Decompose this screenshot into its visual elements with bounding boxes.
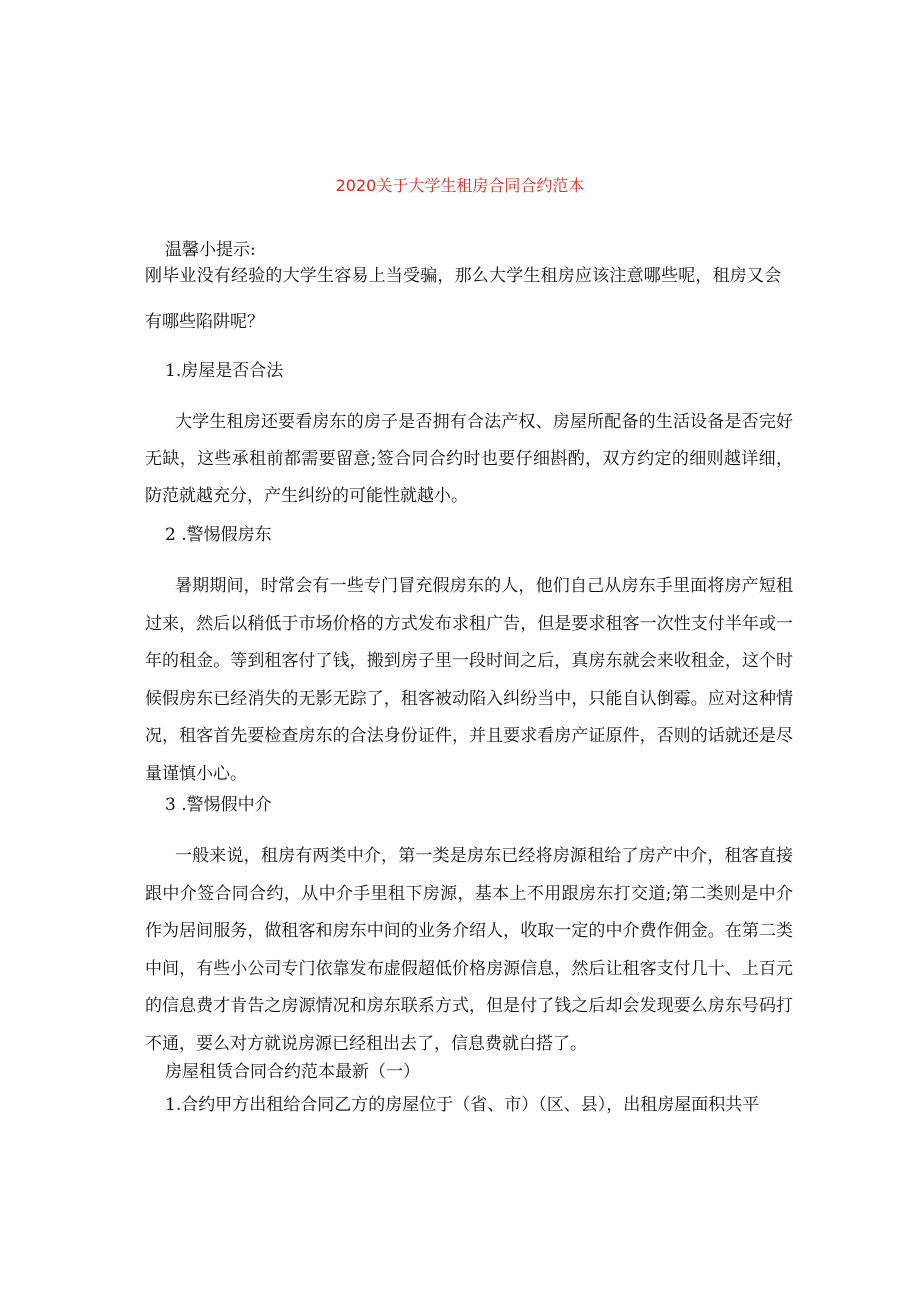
section-1-text: 大学生租房还要看房东的房子是否拥有合法产权、房屋所配备的生活设备是否完好无缺，这些承租前都需要留意;签合同合约时也要仔细斟酌，双方约定的细则越详细，防范就越充分，产生纠纷的可能性就越小。 bbox=[145, 412, 793, 506]
tip-line-1: 刚毕业没有经验的大学生容易上当受骗，那么大学生租房应该注意哪些呢，租房又会 bbox=[145, 266, 782, 286]
section-2-body bbox=[145, 568, 793, 793]
section-3-body bbox=[145, 838, 793, 1063]
contract-clause-1: 1.合约甲方出租给合同乙方的房屋位于（省、市）（区、县），出租房屋面积共平 bbox=[165, 1095, 760, 1115]
contract-heading: 房屋租赁合同合约范本最新（一） bbox=[165, 1062, 420, 1082]
document-title: 2020关于大学生租房合同合约范本 bbox=[335, 176, 585, 195]
section-2-text: 暑期期间，时常会有一些专门冒充假房东的人，他们自己从房东手里面将房产短租过来，然后以稍低于市场价格的方式发布求租广告，但是要求租客一次性支付半年或一年的租金。等到租客付了钱，搬到房子里一段时间之后，真房东就会来收租金，这个时候假房东已经消失的无影无踪了，租客被动陷入纠纷当中，只能自认倒霉。应对这种情况，租客首先要检查房东的合法身份证件，并且要求看房产证原件，否则的话就还是尽量谨慎小心。 bbox=[145, 576, 793, 784]
section-1-body bbox=[145, 404, 793, 515]
tip-line-2: 有哪些陷阱呢？ bbox=[145, 312, 264, 332]
tip-label: 温馨小提示: bbox=[165, 240, 256, 260]
section-2-heading: 2 .警惕假房东 bbox=[165, 525, 272, 545]
section-3-heading: 3 .警惕假中介 bbox=[165, 795, 272, 815]
section-1-heading: 1.房屋是否合法 bbox=[165, 361, 284, 381]
section-3-text: 一般来说，租房有两类中介，第一类是房东已经将房源租给了房产中介，租客直接跟中介签合同合约，从中介手里租下房源，基本上不用跟房东打交道;第二类则是中介作为居间服务，做租客和房东中间的业务介绍人，收取一定的中介费作佣金。在第二类中间，有些小公司专门依靠发布虚假超低价格房源信息，然后让租客支付几十、上百元的信息费才肯告之房源情况和房东联系方式，但是付了钱之后却会发现要么房东号码打不通，要么对方就说房源已经租出去了，信息费就白搭了。 bbox=[145, 846, 793, 1054]
